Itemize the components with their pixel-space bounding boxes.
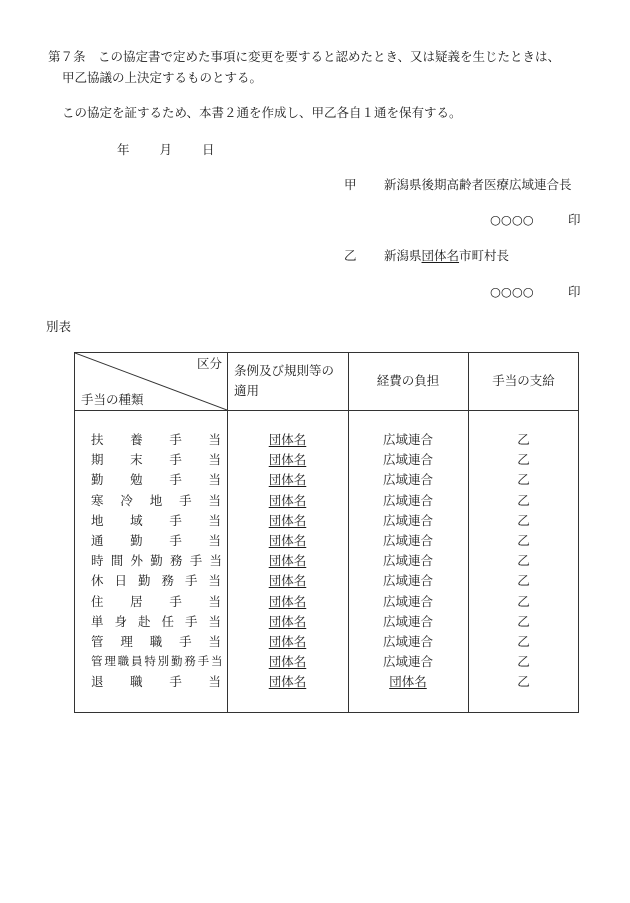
cost-cell-text: 広域連合 [382, 613, 433, 629]
regulation-cell-text: 団体名 [268, 533, 307, 548]
allowance-name [91, 431, 221, 450]
table-row [75, 633, 580, 653]
regulation-cell [227, 552, 348, 571]
cost-cell-text: 団体名 [389, 674, 427, 690]
cost-cell [348, 572, 468, 591]
regulation-cell [227, 633, 348, 652]
article-7-line-1: 第７条 この協定書で定めた事項に変更を要すると認めたとき、又は疑義を生じたときは、 [48, 49, 561, 64]
allowance-name-text: 期末手当 [91, 452, 221, 468]
payment-cell [468, 653, 579, 672]
regulation-cell-text: 団体名 [268, 452, 307, 468]
party-otsu-representative: ○○○○ [490, 284, 534, 299]
date-month: 月 [159, 142, 173, 157]
proof-text: この協定を証するため、本書２通を作成し、甲乙各自１通を保有する。 [62, 105, 462, 120]
payment-cell-text: 乙 [517, 613, 530, 629]
allowance-name [91, 451, 221, 470]
regulation-cell [227, 431, 348, 450]
regulation-cell [227, 471, 348, 490]
allowance-name-text: 退職手当 [91, 674, 221, 690]
payment-cell-text: 乙 [517, 512, 530, 528]
table-row [75, 673, 580, 693]
party-kou-seal: 印 [568, 212, 581, 227]
payment-cell [468, 492, 579, 511]
regulation-cell [227, 572, 348, 591]
payment-cell-text: 乙 [517, 654, 530, 670]
cost-cell-text: 広域連合 [382, 512, 433, 528]
payment-cell [468, 471, 579, 490]
regulation-cell-text: 団体名 [268, 613, 307, 629]
regulation-cell-text: 団体名 [268, 472, 307, 488]
cost-cell [348, 633, 468, 652]
allowance-name-text: 住居手当 [91, 593, 221, 609]
cost-cell [348, 451, 468, 470]
allowance-name-text: 管理職手当 [91, 634, 221, 649]
table-row [75, 593, 580, 613]
table-row [75, 471, 580, 491]
payment-cell-text: 乙 [517, 533, 530, 548]
allowance-name-text: 単身赴任手当 [91, 613, 221, 629]
payment-cell [468, 512, 579, 531]
allowance-name [91, 593, 221, 612]
regulation-cell [227, 451, 348, 470]
cost-cell [348, 431, 468, 450]
header-allowance-type: 手当の種類 [81, 392, 144, 407]
payment-cell-text: 乙 [517, 674, 530, 690]
article-7-line-2: 甲乙協議の上決定するものとする。 [62, 70, 263, 85]
party-kou-name: 新潟県後期高齢者医療広域連合長 [384, 177, 572, 192]
allowance-name-text: 寒冷地手当 [91, 492, 221, 508]
allowance-name-text: 通勤手当 [91, 533, 221, 548]
cost-cell [348, 552, 468, 571]
payment-cell-text: 乙 [517, 432, 530, 447]
cost-cell [348, 593, 468, 612]
allowance-name [91, 471, 221, 490]
party-kou-representative: ○○○○ [490, 212, 534, 227]
regulation-cell [227, 593, 348, 612]
payment-cell [468, 673, 579, 692]
allowance-name [91, 653, 221, 670]
table-row [75, 613, 580, 633]
cost-cell-text: 広域連合 [382, 533, 433, 548]
allowance-name [91, 512, 221, 531]
payment-cell-text: 乙 [517, 634, 530, 649]
header-regulation-line2: 適用 [234, 383, 260, 398]
allowance-name [91, 492, 221, 511]
cost-cell-text: 広域連合 [382, 593, 433, 609]
cost-cell [348, 471, 468, 490]
allowance-name-text: 時間外勤務手当 [91, 553, 221, 569]
payment-cell-text: 乙 [517, 553, 530, 569]
allowance-name-text: 勤勉手当 [91, 472, 221, 488]
allowance-name [91, 633, 221, 652]
allowance-table [74, 352, 579, 713]
cost-cell-text: 広域連合 [382, 472, 433, 488]
regulation-cell [227, 673, 348, 692]
cost-cell-text: 広域連合 [382, 452, 433, 468]
table-row [75, 451, 580, 471]
cost-cell-text: 広域連合 [382, 654, 433, 670]
header-divider [75, 410, 578, 411]
party-otsu-entity: 団体名 [421, 248, 460, 263]
party-otsu-suffix: 市町村長 [459, 248, 510, 263]
allowance-name [91, 532, 221, 551]
regulation-cell-text: 団体名 [268, 512, 307, 528]
payment-cell [468, 451, 579, 470]
date-year: 年 [117, 142, 130, 157]
payment-cell [468, 572, 579, 591]
payment-cell-text: 乙 [517, 492, 530, 508]
cost-cell-text: 広域連合 [382, 553, 433, 569]
allowance-name [91, 552, 221, 571]
regulation-cell [227, 492, 348, 511]
cost-cell-text: 広域連合 [382, 492, 433, 508]
allowance-name-text: 管理職員特別勤務手当 [91, 654, 221, 669]
cost-cell [348, 613, 468, 632]
allowance-name-text: 地域手当 [91, 512, 221, 528]
allowance-name [91, 613, 221, 632]
cost-cell-text: 広域連合 [382, 634, 433, 649]
regulation-cell-text: 団体名 [268, 432, 307, 447]
date-day: 日 [202, 142, 215, 157]
cost-cell [348, 512, 468, 531]
payment-cell [468, 613, 579, 632]
regulation-cell-text: 団体名 [268, 492, 307, 508]
payment-cell-text: 乙 [517, 452, 530, 468]
party-otsu-mark: 乙 [344, 248, 357, 263]
allowance-name-text: 休日勤務手当 [91, 573, 221, 589]
regulation-cell [227, 512, 348, 531]
header-division: 区分 [197, 356, 223, 371]
cost-cell-text: 広域連合 [382, 573, 433, 589]
payment-cell [468, 633, 579, 652]
appendix-label: 別表 [46, 319, 72, 334]
regulation-cell [227, 532, 348, 551]
regulation-cell [227, 653, 348, 672]
cost-cell-text: 広域連合 [382, 432, 433, 447]
regulation-cell-text: 団体名 [268, 553, 307, 569]
cost-cell [348, 492, 468, 511]
party-otsu-seal: 印 [568, 284, 581, 299]
table-row [75, 492, 580, 512]
date-line [117, 141, 215, 160]
payment-cell [468, 431, 579, 450]
regulation-cell-text: 団体名 [268, 654, 307, 670]
header-cost-burden: 経費の負担 [376, 373, 440, 388]
table-row [75, 431, 580, 451]
party-otsu-name [384, 247, 509, 266]
regulation-cell-text: 団体名 [268, 593, 307, 609]
table-row [75, 653, 580, 673]
allowance-name-text: 扶養手当 [91, 432, 221, 447]
payment-cell-text: 乙 [517, 472, 530, 488]
table-row [75, 552, 580, 572]
header-regulation-line1: 条例及び規則等の [234, 363, 335, 378]
payment-cell [468, 532, 579, 551]
cost-cell [348, 532, 468, 551]
header-payment: 手当の支給 [492, 373, 555, 388]
payment-cell-text: 乙 [517, 573, 530, 589]
regulation-cell [227, 613, 348, 632]
payment-cell [468, 593, 579, 612]
regulation-cell-text: 団体名 [268, 674, 307, 690]
cost-cell [348, 653, 468, 672]
party-kou-mark: 甲 [344, 177, 357, 192]
table-row [75, 532, 580, 552]
payment-cell-text: 乙 [517, 593, 530, 609]
table-row [75, 512, 580, 532]
regulation-cell-text: 団体名 [268, 573, 307, 589]
allowance-name [91, 572, 221, 591]
regulation-cell-text: 団体名 [268, 634, 307, 649]
party-otsu-prefix: 新潟県 [384, 248, 422, 263]
cost-cell [348, 673, 468, 692]
payment-cell [468, 552, 579, 571]
allowance-name [91, 673, 221, 692]
table-row [75, 572, 580, 592]
